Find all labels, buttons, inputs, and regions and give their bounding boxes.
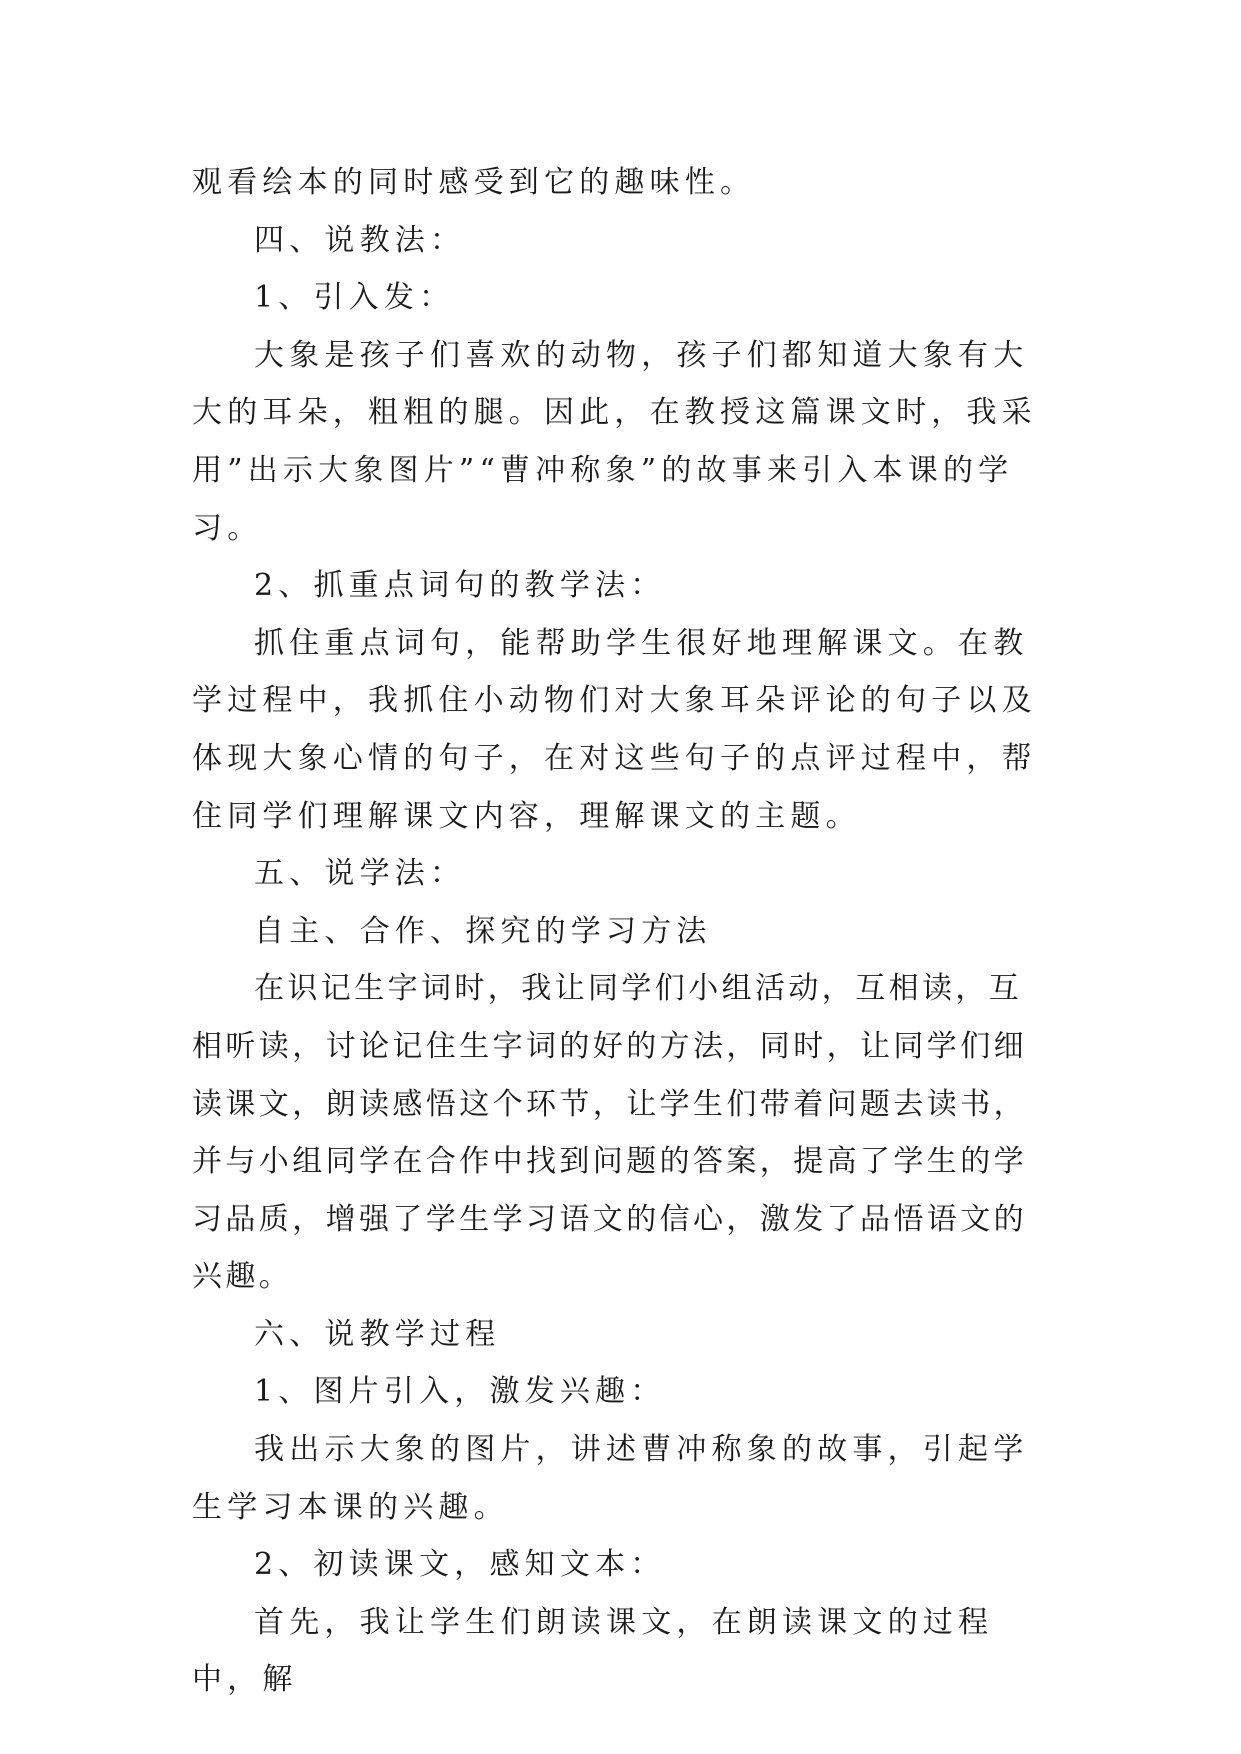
subheading-first-reading: 2、初读课文，感知文本： <box>254 1547 666 1583</box>
subheading-key-words-method: 2、抓重点词句的教学法： <box>254 568 666 604</box>
paragraph-picture-intro: 我出示大象的图片，讲述曹冲称象的故事，引起学生学习本课的兴趣。 <box>192 1432 1029 1525</box>
heading-teaching-methods: 四、说教法： <box>254 222 466 258</box>
paragraph-key-words: 抓住重点词句，能帮助学生很好地理解课文。在教学过程中，我抓住小动物们对大象耳朵评论的句子以及体现大象心情的句子，在对这些句子的点评过程中，帮住同学们理解课文内容，理解课文的主题。 <box>192 625 1037 834</box>
subheading-learning-approach: 自主、合作、探究的学习方法 <box>254 913 712 949</box>
paragraph-continuation: 观看绘本的同时感受到它的趣味性。 <box>192 165 756 200</box>
paragraph-group-activity: 在识记生字词时，我让同学们小组活动，互相读，互相听读，讨论记住生字词的好的方法，同时，让同学们细读课文，朗读感悟这个环节，让学生们带着问题去读书，并与小组同学在合作中找到问题的答案，提高了学生的学习品质，增强了学生学习语文的信心，激发了品悟语文的兴趣。 <box>192 971 1027 1295</box>
heading-learning-methods: 五、说学法： <box>254 856 466 892</box>
paragraph-first-reading: 首先，我让学生们朗读课文，在朗读课文的过程中，解 <box>192 1604 994 1698</box>
paragraph-introduction: 大象是孩子们喜欢的动物，孩子们都知道大象有大大的耳朵，粗粗的腿。因此，在教授这篇课文时，我采用”出示大象图片”“曹冲称象”的故事来引入本课的学习。 <box>192 337 1037 546</box>
heading-teaching-process: 六、说教学过程 <box>254 1316 501 1352</box>
subheading-introduction-method: 1、引入发： <box>254 280 455 316</box>
subheading-picture-intro: 1、图片引入，激发兴趣： <box>254 1374 666 1410</box>
document-body <box>192 154 1048 1709</box>
